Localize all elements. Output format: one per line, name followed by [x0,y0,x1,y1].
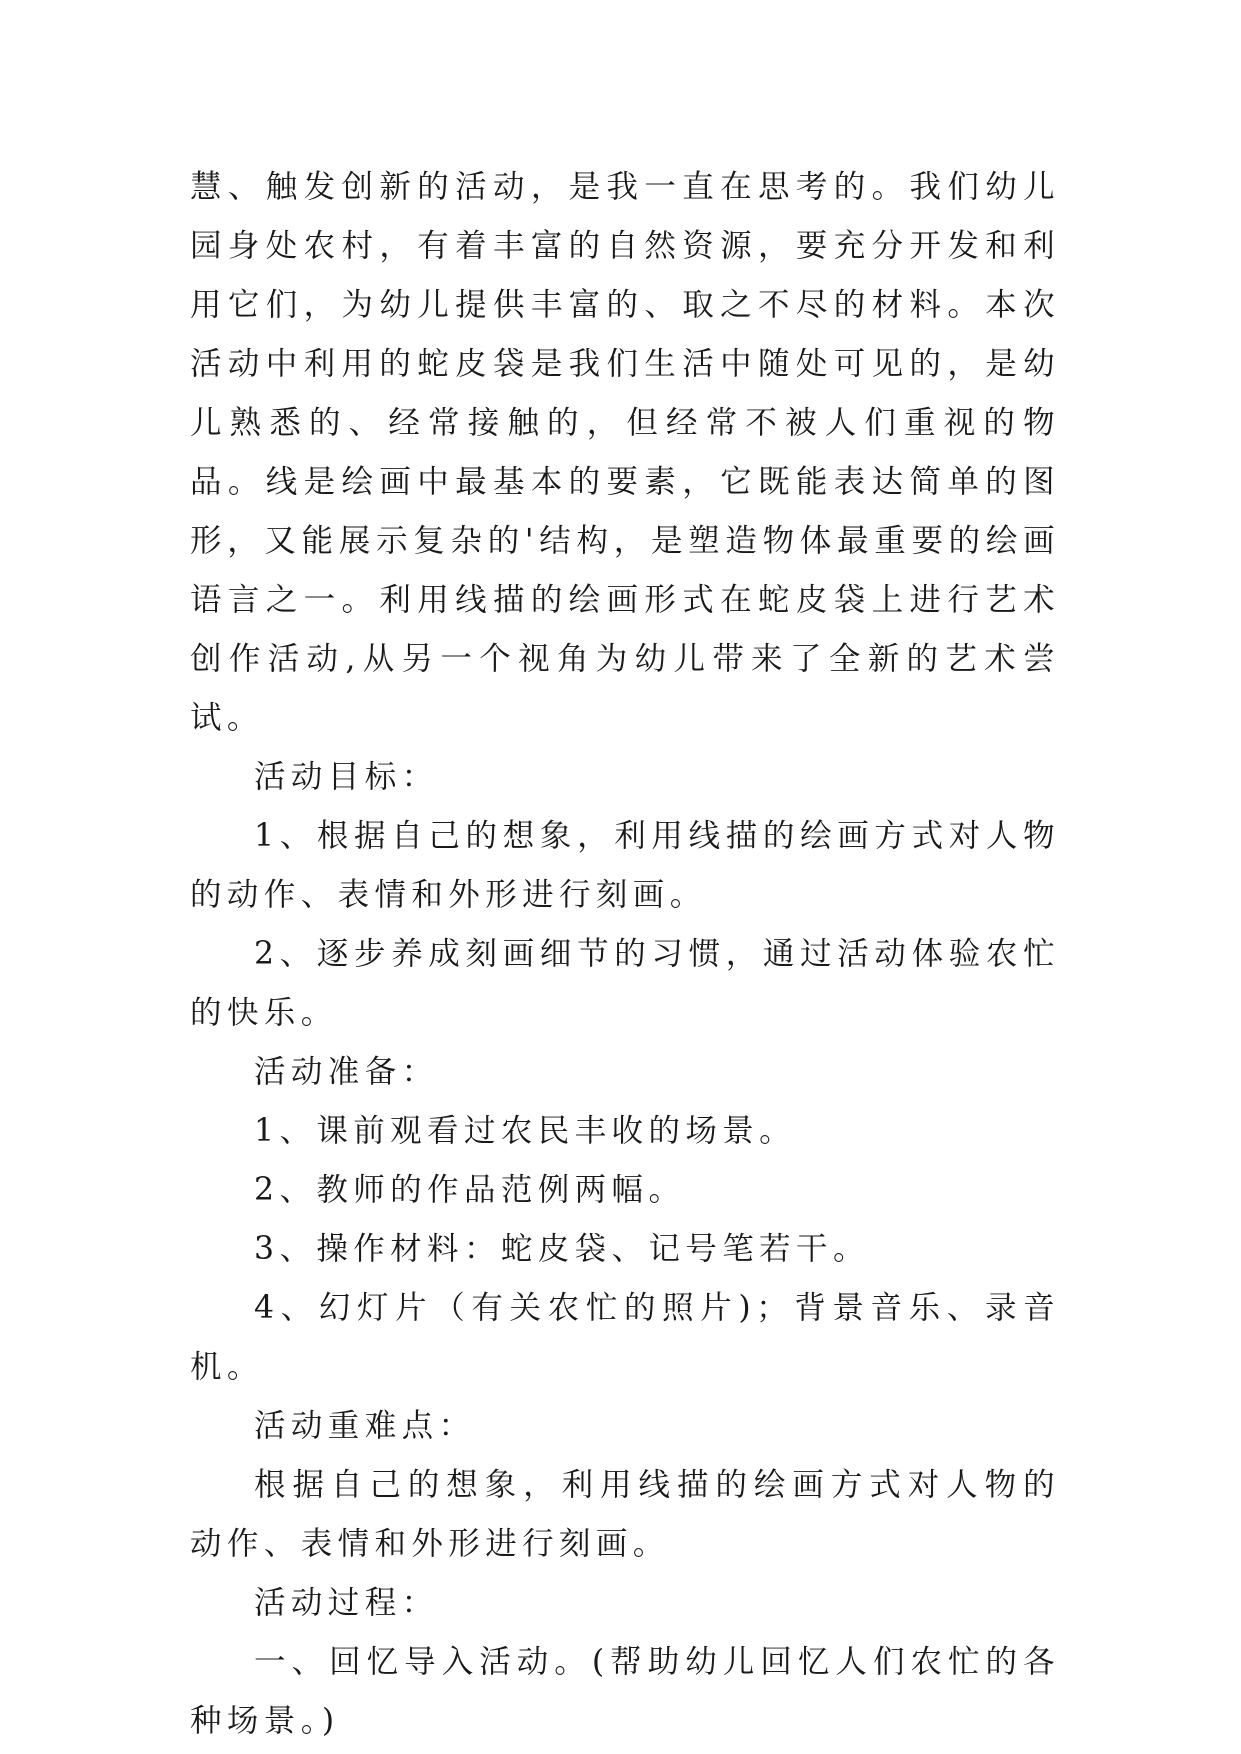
section-heading-preparation: 活动准备： [254,1054,439,1090]
document-body [190,158,1060,1751]
section-heading-process: 活动过程： [254,1585,439,1621]
goal-item-1: 1、根据自己的想象，利用线描的绘画方式对人物的动作、表情和外形进行刻画。 [190,818,1060,913]
goal-item-2: 2、逐步养成刻画细节的习惯，通过活动体验农忙的快乐。 [190,936,1060,1031]
section-heading-goals: 活动目标： [254,759,439,795]
key-points-text: 根据自己的想象，利用线描的绘画方式对人物的动作、表情和外形进行刻画。 [190,1467,1060,1562]
preparation-item-1: 1、课前观看过农民丰收的场景。 [254,1113,797,1149]
process-step-1: 一、回忆导入活动。(帮助幼儿回忆人们农忙的各种场景。) [190,1644,1060,1739]
preparation-item-4: 4、幻灯片（有关农忙的照片)；背景音乐、录音机。 [190,1290,1060,1385]
intro-paragraph: 慧、触发创新的活动，是我一直在思考的。我们幼儿园身处农村，有着丰富的自然资源，要充分开发和利用它们，为幼儿提供丰富的、取之不尽的材料。本次活动中利用的蛇皮袋是我们生活中随处可见的，是幼儿熟悉的、经常接触的，但经常不被人们重视的物品。线是绘画中最基本的要素，它既能表达简单的图形，又能展示复杂的'结构，是塑造物体最重要的绘画语言之一。利用线描的绘画形式在蛇皮袋上进行艺术创作活动,从另一个视角为幼儿带来了全新的艺术尝试。 [190,169,1060,736]
preparation-item-3: 3、操作材料：蛇皮袋、记号笔若干。 [254,1231,870,1267]
section-heading-key-points: 活动重难点： [254,1408,476,1444]
preparation-item-2: 2、教师的作品范例两幅。 [254,1172,686,1208]
